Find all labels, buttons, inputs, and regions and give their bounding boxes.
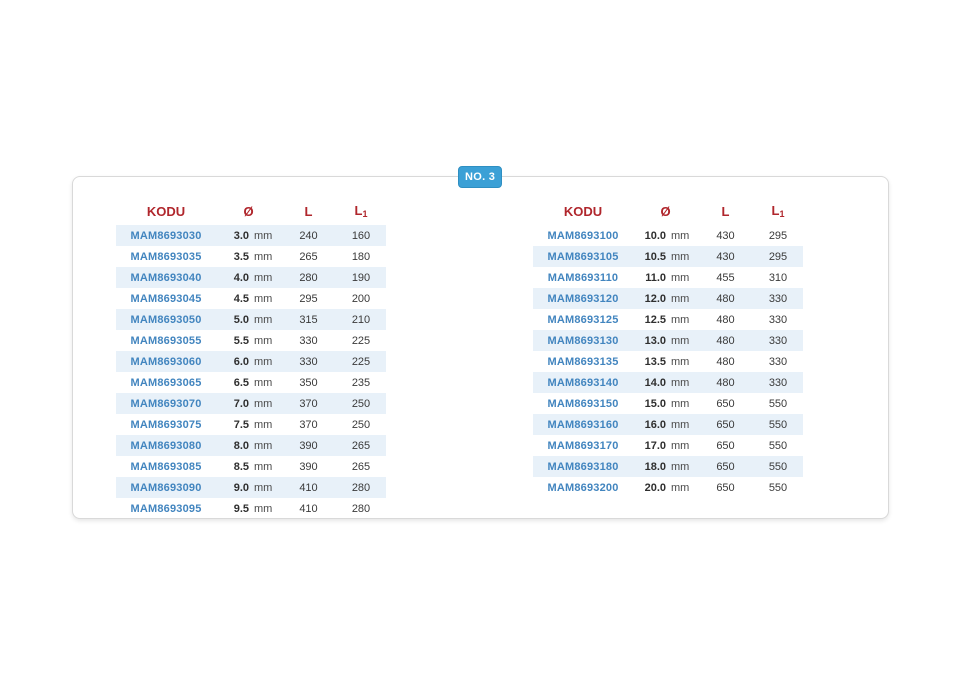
- diameter-value: [633, 461, 698, 473]
- table-row: [116, 246, 386, 267]
- diameter-unit: mm: [254, 250, 273, 263]
- diameter-value: [216, 230, 281, 242]
- length-value: 480: [716, 376, 735, 389]
- table-row: [116, 435, 386, 456]
- diameter-number: 9.5: [233, 502, 249, 515]
- length1-value: 550: [768, 460, 788, 473]
- table-row: [533, 225, 803, 246]
- diameter-unit: mm: [254, 334, 273, 347]
- length1-value: 160: [351, 229, 371, 242]
- table-header: [116, 199, 386, 223]
- diameter-value: [633, 398, 698, 410]
- diameter-unit: mm: [671, 418, 690, 431]
- length1-value: 330: [768, 313, 788, 326]
- length1-value: 180: [351, 250, 371, 263]
- product-code: MAM8693085: [130, 460, 202, 473]
- diameter-value: [216, 272, 281, 284]
- length1-value: 235: [351, 376, 371, 389]
- length1-value: 225: [351, 355, 371, 368]
- diameter-number: 20.0: [644, 481, 666, 494]
- product-code: MAM8693060: [130, 355, 202, 368]
- product-code: MAM8693135: [547, 355, 619, 368]
- column-header-l: L: [304, 203, 313, 219]
- diameter-value: [216, 398, 281, 410]
- diameter-value: [633, 440, 698, 452]
- table-header: [533, 199, 803, 223]
- length-value: 390: [299, 460, 318, 473]
- table-row: [116, 267, 386, 288]
- length1-value: 330: [768, 355, 788, 368]
- diameter-number: 18.0: [644, 460, 666, 473]
- diameter-value: [633, 293, 698, 305]
- diameter-unit: mm: [671, 292, 690, 305]
- length-value: 370: [299, 397, 318, 410]
- length-value: 315: [299, 313, 318, 326]
- diameter-unit: mm: [254, 271, 273, 284]
- product-code: MAM8693110: [547, 271, 619, 284]
- table-row: [533, 309, 803, 330]
- length1-value: 330: [768, 292, 788, 305]
- product-code: MAM8693040: [130, 271, 202, 284]
- diameter-unit: mm: [671, 397, 690, 410]
- diameter-value: [216, 335, 281, 347]
- diameter-value: [633, 272, 698, 284]
- diameter-number: 8.5: [233, 460, 249, 473]
- diameter-number: 12.5: [644, 313, 666, 326]
- length-value: 410: [299, 481, 318, 494]
- length1-value: 265: [351, 439, 371, 452]
- diameter-value: [216, 461, 281, 473]
- diameter-unit: mm: [254, 418, 273, 431]
- table-row: [116, 414, 386, 435]
- product-code: MAM8693130: [547, 334, 619, 347]
- diameter-number: 9.0: [233, 481, 249, 494]
- table-row: [533, 288, 803, 309]
- diameter-number: 7.0: [233, 397, 249, 410]
- column-header-kodu: KODU: [563, 203, 603, 219]
- diameter-number: 17.0: [644, 439, 666, 452]
- length-value: 350: [299, 376, 318, 389]
- table-row: [533, 435, 803, 456]
- table-row: [116, 456, 386, 477]
- length-value: 650: [716, 460, 735, 473]
- product-code: MAM8693140: [547, 376, 619, 389]
- diameter-value: [216, 482, 281, 494]
- product-code: MAM8693180: [547, 460, 619, 473]
- length-value: 430: [716, 250, 735, 263]
- table-body: [116, 225, 386, 519]
- length1-value: 210: [351, 313, 371, 326]
- diameter-unit: mm: [254, 481, 273, 494]
- length-value: 650: [716, 397, 735, 410]
- length-value: 330: [299, 334, 318, 347]
- diameter-value: [216, 356, 281, 368]
- table-row: [116, 393, 386, 414]
- diameter-number: 14.0: [644, 376, 666, 389]
- diameter-value: [633, 251, 698, 263]
- page-number-badge: NO. 3: [458, 166, 502, 188]
- diameter-value: [216, 419, 281, 431]
- diameter-value: [216, 377, 281, 389]
- diameter-number: 15.0: [644, 397, 666, 410]
- diameter-number: 3.0: [233, 229, 249, 242]
- diameter-unit: mm: [671, 313, 690, 326]
- diameter-number: 12.0: [644, 292, 666, 305]
- product-code: MAM8693100: [547, 229, 619, 242]
- product-code: MAM8693150: [547, 397, 619, 410]
- length1-value: 280: [351, 502, 371, 515]
- table-row: [533, 246, 803, 267]
- table-row: [116, 477, 386, 498]
- diameter-number: 10.0: [644, 229, 666, 242]
- diameter-unit: mm: [671, 250, 690, 263]
- length-value: 430: [716, 229, 735, 242]
- diameter-number: 13.0: [644, 334, 666, 347]
- diameter-unit: mm: [254, 460, 273, 473]
- column-header-diameter: Ø: [660, 203, 671, 219]
- diameter-number: 4.0: [233, 271, 249, 284]
- table-row: [116, 351, 386, 372]
- diameter-unit: mm: [671, 355, 690, 368]
- column-header-l1: $L_1$: [354, 203, 368, 219]
- diameter-number: 4.5: [233, 292, 249, 305]
- product-code: MAM8693105: [547, 250, 619, 263]
- diameter-unit: mm: [254, 229, 273, 242]
- diameter-number: 7.5: [233, 418, 249, 431]
- diameter-number: 6.5: [233, 376, 249, 389]
- column-header-l1: $L_1$: [771, 203, 785, 219]
- diameter-number: 11.0: [645, 271, 666, 284]
- length1-value: 295: [768, 229, 788, 242]
- product-code: MAM8693200: [547, 481, 619, 494]
- diameter-unit: mm: [671, 229, 690, 242]
- length-value: 480: [716, 292, 735, 305]
- diameter-number: 10.5: [644, 250, 666, 263]
- table-row: [533, 267, 803, 288]
- diameter-value: [216, 440, 281, 452]
- diameter-unit: mm: [254, 292, 273, 305]
- diameter-unit: mm: [671, 376, 690, 389]
- product-code: MAM8693170: [547, 439, 619, 452]
- diameter-value: [633, 314, 698, 326]
- product-code: MAM8693070: [130, 397, 202, 410]
- diameter-number: 13.5: [644, 355, 666, 368]
- length-value: 650: [716, 439, 735, 452]
- length-value: 480: [716, 313, 735, 326]
- length1-value: 200: [351, 292, 371, 305]
- diameter-value: [633, 482, 698, 494]
- length1-value: 550: [768, 481, 788, 494]
- diameter-unit: mm: [254, 439, 273, 452]
- diameter-number: 6.0: [233, 355, 249, 368]
- length-value: 265: [299, 250, 318, 263]
- product-code: MAM8693065: [130, 376, 202, 389]
- product-code: MAM8693045: [130, 292, 202, 305]
- table-row: [116, 330, 386, 351]
- length-value: 330: [299, 355, 318, 368]
- diameter-value: [633, 230, 698, 242]
- diameter-value: [216, 251, 281, 263]
- product-code: MAM8693125: [547, 313, 619, 326]
- length1-value: 225: [351, 334, 371, 347]
- length1-value: 265: [351, 460, 371, 473]
- diameter-unit: mm: [671, 334, 690, 347]
- diameter-value: [633, 356, 698, 368]
- catalog-table-card: [72, 176, 889, 519]
- table-row: [116, 309, 386, 330]
- diameter-value: [216, 293, 281, 305]
- length-value: 650: [716, 481, 735, 494]
- length1-value: 550: [768, 397, 788, 410]
- product-code: MAM8693160: [547, 418, 619, 431]
- length1-value: 250: [351, 397, 371, 410]
- product-code: MAM8693050: [130, 313, 202, 326]
- table-row: [116, 288, 386, 309]
- diameter-number: 3.5: [233, 250, 249, 263]
- length-value: 480: [716, 355, 735, 368]
- length1-value: 310: [768, 271, 788, 284]
- table-row: [533, 456, 803, 477]
- length-value: 480: [716, 334, 735, 347]
- length1-value: 330: [768, 334, 788, 347]
- length-value: 240: [299, 229, 318, 242]
- diameter-value: [633, 377, 698, 389]
- table-row: [533, 351, 803, 372]
- product-code: MAM8693090: [130, 481, 202, 494]
- length-value: 410: [299, 502, 318, 515]
- table-row: [533, 372, 803, 393]
- length-value: 295: [299, 292, 318, 305]
- diameter-number: 16.0: [644, 418, 666, 431]
- diameter-unit: mm: [671, 460, 690, 473]
- diameter-value: [633, 335, 698, 347]
- length1-value: 295: [768, 250, 788, 263]
- product-code: MAM8693095: [130, 502, 202, 515]
- diameter-unit: mm: [254, 313, 273, 326]
- length-value: 455: [716, 271, 735, 284]
- length-value: 650: [716, 418, 735, 431]
- length-value: 370: [299, 418, 318, 431]
- length1-value: 550: [768, 439, 788, 452]
- diameter-number: 5.5: [233, 334, 249, 347]
- diameter-unit: mm: [671, 481, 690, 494]
- table-row: [533, 414, 803, 435]
- table-row: [116, 372, 386, 393]
- diameter-unit: mm: [671, 439, 690, 452]
- length1-value: 280: [351, 481, 371, 494]
- product-code: MAM8693055: [130, 334, 202, 347]
- diameter-unit: mm: [254, 376, 273, 389]
- diameter-unit: mm: [254, 397, 273, 410]
- diameter-unit: mm: [671, 271, 690, 284]
- table-row: [533, 330, 803, 351]
- length-value: 390: [299, 439, 318, 452]
- length1-value: 250: [351, 418, 371, 431]
- table-row: [116, 225, 386, 246]
- diameter-number: 5.0: [233, 313, 249, 326]
- diameter-value: [633, 419, 698, 431]
- table-row: [533, 393, 803, 414]
- diameter-value: [216, 314, 281, 326]
- length1-value: 190: [351, 271, 371, 284]
- product-table-right: [533, 199, 803, 498]
- table-body: [533, 225, 803, 498]
- product-code: MAM8693030: [130, 229, 202, 242]
- product-code: MAM8693120: [547, 292, 619, 305]
- diameter-unit: mm: [254, 355, 273, 368]
- column-header-l: L: [721, 203, 730, 219]
- product-code: MAM8693035: [130, 250, 202, 263]
- length1-value: 550: [768, 418, 788, 431]
- table-row: [533, 477, 803, 498]
- diameter-number: 8.0: [233, 439, 249, 452]
- length-value: 280: [299, 271, 318, 284]
- product-table-left: [116, 199, 386, 519]
- product-code: MAM8693080: [130, 439, 202, 452]
- column-header-kodu: KODU: [146, 203, 186, 219]
- product-code: MAM8693075: [130, 418, 202, 431]
- length1-value: 330: [768, 376, 788, 389]
- table-row: [116, 498, 386, 519]
- diameter-value: [216, 503, 281, 515]
- diameter-unit: mm: [254, 502, 273, 515]
- column-header-diameter: Ø: [243, 203, 254, 219]
